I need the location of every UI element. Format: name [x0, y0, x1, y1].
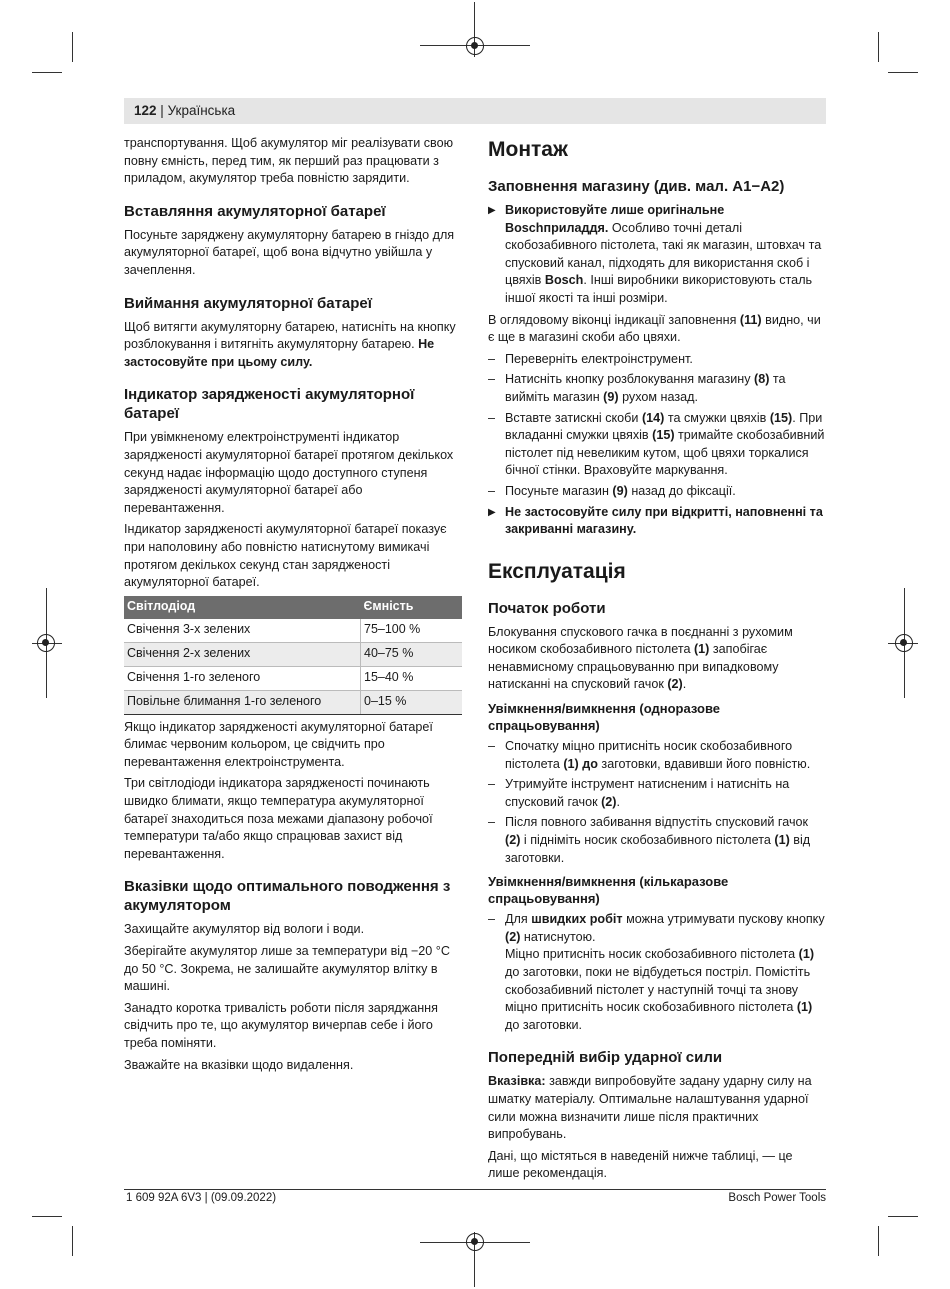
- fill-window-text: [488, 312, 826, 347]
- page-number: 122: [134, 103, 157, 118]
- table-cell-capacity: 0–15 %: [361, 690, 463, 714]
- operation-title: Експлуатація: [488, 559, 626, 583]
- multi-e: до заготовки, поки не відбудеться постріл. Помістіть скобозабивний пістолет у наступній точці та знову міцно притисніть носик скобозабивного пістолета: [505, 965, 811, 1015]
- charge-indicator-text-2: Індикатор зарядженості акумуляторної батареї показує при наполовину або повністю натиснутому вимикачі протягом декількох секунд стан зарядженості акумуляторної батареї.: [124, 522, 447, 590]
- fill-window-b: видно, чи є ще в магазині скоби або цвяхи.: [488, 312, 821, 345]
- crop-mark: [32, 1216, 62, 1217]
- step-3-c: . При вкладанні смужки цвяхів: [505, 410, 823, 443]
- accessories-text-a: Особливо точні деталі скобозабивного пістолета, такі як магазин, штовхач та спусковий канал, підходять для використання скоб і цвяхів: [505, 220, 822, 288]
- accessories-warning: Використовуйте лише оригінальне Boschприладдя.: [505, 203, 725, 235]
- single-3-n2: (1): [774, 833, 790, 848]
- crop-mark: [72, 32, 73, 62]
- single-3-c: від заготовки.: [505, 833, 811, 865]
- list-item: [488, 351, 826, 369]
- start-c: .: [682, 677, 687, 692]
- single-fire-heading: Увімкнення/вимкнення (одноразове спрацьовування): [488, 701, 720, 734]
- start-b: запобігає ненавмисному спрацьовуванню при випадковому натисканні на спусковий гачок: [488, 642, 779, 692]
- safety-note-accessories: [488, 202, 826, 308]
- step-2-c: рухом назад.: [622, 389, 698, 404]
- crop-mark: [72, 1226, 73, 1256]
- step-3-a: Вставте затискні скоби: [505, 410, 639, 425]
- list-item: [488, 483, 826, 501]
- impact-force-note: [488, 1073, 826, 1143]
- table-header-capacity: Ємність: [361, 596, 463, 619]
- header-separator: |: [160, 103, 164, 118]
- single-1-n: (1) до: [563, 756, 598, 771]
- safety-note-force: [488, 504, 826, 539]
- left-column: [124, 135, 461, 1078]
- list-item: [488, 738, 826, 773]
- step-2-n1: (8): [754, 372, 770, 387]
- battery-care-text-1: Захищайте акумулятор від вологи і води.: [124, 922, 365, 937]
- list-item: [488, 776, 826, 811]
- intro-paragraph: транспортування. Щоб акумулятор міг реалізувати свою повну ємність, перед тим, як перший раз працювати з приладом, акумулятор треба повністю зарядити.: [124, 136, 454, 186]
- footer-doc-id: 1 609 92A 6V3 | (09.09.2022): [126, 1192, 277, 1204]
- charge-indicator-text-1: При увімкненому електроінструменті індикатор зарядженості акумуляторної батареї протягом декількох секунд надає інформацію щодо доступного ступеня зарядженості акумуляторної батареї або перевантаження.: [124, 430, 454, 515]
- step-1: Переверніть електроінструмент.: [505, 351, 693, 366]
- footer-brand: Bosch Power Tools: [728, 1192, 826, 1204]
- battery-care-text-4: Зважайте на вказівки щодо видалення.: [124, 1057, 354, 1072]
- list-item: [488, 911, 826, 1034]
- right-column: [488, 135, 826, 1187]
- accessories-text-b: . Інші виробники використовують сталь іншої якості та інші розміри.: [505, 273, 813, 305]
- single-2-b: .: [616, 794, 621, 809]
- single-3-b: і підніміть носик скобозабивного пістолета: [523, 833, 771, 848]
- step-4-n: (9): [612, 483, 628, 498]
- table-cell-led: Свічення 1-го зеленого: [124, 666, 361, 690]
- battery-care-heading: Вказівки щодо оптимального поводження з акумулятором: [124, 878, 451, 915]
- note-text: завжди випробовуйте задану ударну силу на шматку матеріалу. Оптимальне налаштування ударної сили можна визначити лише після практичних випробувань.: [488, 1074, 812, 1142]
- header-language: Українська: [167, 103, 236, 118]
- remove-battery-heading: Виймання акумуляторної батареї: [124, 294, 372, 312]
- arrow-right-icon: ▶: [488, 205, 496, 216]
- multi-b: можна утримувати пускову кнопку: [626, 912, 825, 927]
- table-cell-capacity: 40–75 %: [361, 642, 463, 666]
- crop-mark: [878, 32, 879, 62]
- multi-a: Для: [505, 912, 528, 927]
- remove-battery-warning: Не застосовуйте при цьому силу.: [124, 337, 435, 369]
- table-header-row: [124, 596, 462, 619]
- multi-f: до заготовки.: [505, 1017, 583, 1032]
- impact-force-heading: Попередній вибір ударної сили: [488, 1049, 723, 1067]
- page-header: [124, 98, 826, 124]
- crop-mark: [888, 72, 918, 73]
- magazine-heading: Заповнення магазину (див. мал. A1−A2): [488, 178, 785, 195]
- battery-care-text-3: Занадто коротка тривалість роботи після заряджання свідчить про те, що акумулятор вичерпав себе і його треба поміняти.: [124, 1000, 438, 1050]
- list-item: [488, 371, 826, 406]
- start-text: [488, 624, 826, 694]
- table-row: [124, 666, 462, 690]
- multi-d: Міцно притисніть носик скобозабивного пістолета: [505, 947, 796, 962]
- start-heading: Початок роботи: [488, 599, 606, 617]
- start-n2: (2): [667, 677, 683, 692]
- red-blink-text: Якщо індикатор зарядженості акумуляторної батареї блимає червоним кольором, це свідчить про перевантаження електроінструмента.: [124, 719, 433, 769]
- registration-mark-icon: [37, 634, 55, 652]
- step-2-b: та вийміть магазин: [505, 372, 786, 404]
- fill-window-a: В оглядовому віконці індикації заповнення: [488, 312, 737, 327]
- table-row: [124, 619, 462, 643]
- table-cell-led: Свічення 2-х зелених: [124, 642, 361, 666]
- registration-mark-icon: [895, 634, 913, 652]
- force-warning: Не застосовуйте силу при відкритті, наповненні та закриванні магазину.: [505, 504, 823, 537]
- start-n1: (1): [693, 642, 710, 657]
- crop-mark: [878, 1226, 879, 1256]
- remove-battery-text: [124, 319, 461, 372]
- fill-window-num: (11): [739, 312, 762, 327]
- single-3-n1: (2): [505, 833, 521, 848]
- single-1-a: Спочатку міцно притисніть носик скобозабивного пістолета: [505, 739, 793, 771]
- page-header-text: [134, 103, 235, 118]
- table-cell-led: Свічення 3-х зелених: [124, 619, 361, 643]
- insert-battery-text: Посуньте заряджену акумуляторну батарею в гніздо для акумуляторної батареї, щоб вона відчутно увійшла у зачеплення.: [124, 227, 455, 277]
- remove-battery-body: Щоб витягти акумуляторну батарею, натисніть на кнопку розблокування і витягніть акумуляторну батарею.: [124, 319, 456, 352]
- multi-n2: (1): [798, 947, 815, 962]
- fast-blink-text: Три світлодіоди індикатора зарядженості починають швидко блимати, якщо температура акумуляторної батареї знаходиться поза межами діапазону робочої температури та/або якщо спрацював захист від перевантаження.: [124, 776, 433, 861]
- single-3-a: Після повного забивання відпустіть спусковий гачок: [505, 815, 809, 830]
- list-item: [488, 410, 826, 480]
- footer-divider: [124, 1189, 826, 1190]
- step-3-b: та смужки цвяхів: [667, 410, 767, 425]
- step-3-d: тримайте скобозабивний пістолет під невеликим кутом, щоб цвяхи торкалися бічної стінки. Враховуйте маркування.: [505, 428, 825, 478]
- table-row: [124, 690, 462, 714]
- start-a: Блокування спускового гачка в поєднанні з рухомим носиком скобозабивного пістолета: [488, 624, 793, 657]
- single-1-b: заготовки, вдавивши його повністю.: [601, 756, 811, 771]
- registration-mark-icon: [466, 1233, 484, 1251]
- step-4-b: назад до фіксації.: [631, 483, 736, 498]
- crop-mark: [32, 72, 62, 73]
- note-label: Вказівка:: [488, 1074, 546, 1089]
- list-item: [488, 814, 826, 867]
- crop-mark: [888, 1216, 918, 1217]
- multi-c: натиснутою.: [523, 929, 596, 944]
- step-2-a: Натисніть кнопку розблокування магазину: [505, 372, 751, 387]
- battery-care-text-2: Зберігайте акумулятор лише за температури від −20 °C до 50 °C. Зокрема, не залишайте акумулятор влітку в машині.: [124, 944, 450, 994]
- table-row: [124, 642, 462, 666]
- charge-status-table: [124, 596, 462, 715]
- table-cell-capacity: 15–40 %: [361, 666, 463, 690]
- table-header-led: Світлодіод: [124, 596, 361, 619]
- single-2-n: (2): [601, 794, 617, 809]
- step-3-n1: (14): [641, 410, 665, 425]
- multi-n3: (1): [796, 1000, 813, 1015]
- step-3-n3: (15): [652, 428, 675, 443]
- multi-bold: швидких робіт: [531, 912, 623, 927]
- step-2-n2: (9): [603, 389, 619, 404]
- step-4-a: Посуньте магазин: [505, 483, 609, 498]
- montage-title: Монтаж: [488, 138, 568, 161]
- table-cell-led: Повільне блимання 1-го зеленого: [124, 690, 361, 714]
- accessories-brand: Bosch: [544, 273, 584, 288]
- single-2-a: Утримуйте інструмент натисненим і натисніть на спусковий гачок: [505, 777, 790, 809]
- registration-mark-icon: [466, 37, 484, 55]
- table-cell-capacity: 75–100 %: [361, 619, 463, 643]
- charge-indicator-heading: Індикатор зарядженості акумуляторної батареї: [124, 386, 415, 423]
- multi-n1: (2): [505, 929, 521, 944]
- arrow-right-icon: ▶: [488, 506, 496, 518]
- multi-fire-heading: Увімкнення/вимкнення (кількаразове спрацьовування): [488, 874, 729, 907]
- insert-battery-heading: Вставляння акумуляторної батареї: [124, 202, 386, 220]
- impact-force-text-2: Дані, що містяться в наведеній нижче таблиці, — це лише рекомендація.: [488, 1148, 793, 1181]
- step-3-n2: (15): [769, 410, 793, 425]
